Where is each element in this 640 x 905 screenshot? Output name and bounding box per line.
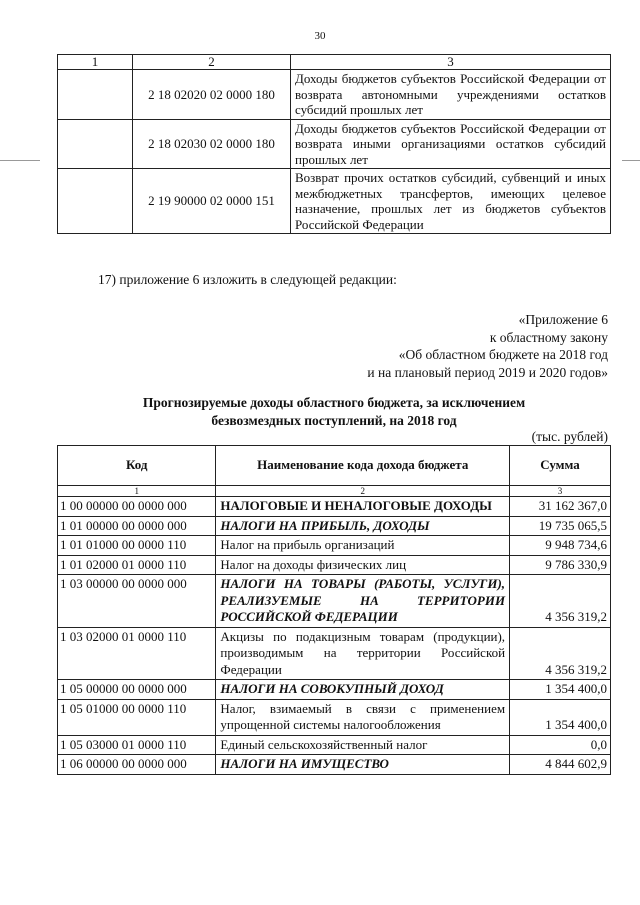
table-row (58, 169, 611, 234)
column-number: 3 (291, 55, 611, 70)
table-row (58, 536, 611, 556)
table-row (58, 575, 611, 628)
revenue-code: 1 06 00000 00 0000 000 (58, 755, 216, 775)
revenue-amount: 4 356 319,2 (510, 575, 611, 628)
revenue-code: 1 05 00000 00 0000 000 (58, 680, 216, 700)
table-row (58, 699, 611, 735)
revenue-code: 1 01 02000 01 0000 110 (58, 555, 216, 575)
revenue-code: 1 01 00000 00 0000 000 (58, 516, 216, 536)
table-row (58, 680, 611, 700)
revenue-name: Налог, взимаемый в связи с применением упрощенной системы налогообложения (216, 699, 510, 735)
revenue-amount: 9 786 330,9 (510, 555, 611, 575)
revenue-code: 1 01 01000 00 0000 110 (58, 536, 216, 556)
column-number: 1 (58, 486, 216, 497)
column-number: 2 (216, 486, 510, 497)
empty-cell (58, 119, 133, 169)
column-number: 1 (58, 55, 133, 70)
revenue-amount: 9 948 734,6 (510, 536, 611, 556)
revenue-code: 1 03 02000 01 0000 110 (58, 627, 216, 680)
budget-code: 2 18 02030 02 0000 180 (133, 119, 291, 169)
empty-cell (58, 70, 133, 120)
revenue-name: НАЛОГИ НА СОВОКУПНЫЙ ДОХОД (216, 680, 510, 700)
units-label: (тыс. рублей) (531, 429, 608, 444)
revenue-code: 1 00 00000 00 0000 000 (58, 497, 216, 517)
table-row (58, 70, 611, 120)
revenue-name: НАЛОГИ НА ИМУЩЕСТВО (216, 755, 510, 775)
column-number-row (58, 486, 611, 497)
appendix-line: «Об областном бюджете на 2018 год (398, 347, 608, 362)
table-row (58, 497, 611, 517)
revenue-amount: 1 354 400,0 (510, 680, 611, 700)
budget-code: 2 18 02020 02 0000 180 (133, 70, 291, 120)
revenue-name: Акцизы по подакцизным товарам (продукции), производимым на территории Российской Федерации (216, 627, 510, 680)
revenue-code: 1 05 03000 01 0000 110 (58, 735, 216, 755)
revenue-name: НАЛОГИ НА ПРИБЫЛЬ, ДОХОДЫ (216, 516, 510, 536)
table-row (58, 516, 611, 536)
appendix-line: и на плановый период 2019 и 2020 годов» (367, 364, 608, 380)
document-title (57, 394, 611, 430)
page-number: 30 (314, 30, 326, 42)
revenue-code: 1 03 00000 00 0000 000 (58, 575, 216, 628)
table-row (58, 755, 611, 775)
revenue-amount: 0,0 (510, 735, 611, 755)
margin-fold-mark-right (622, 160, 640, 161)
appendix-line: «Приложение 6 (518, 312, 608, 327)
revenue-table (57, 445, 611, 775)
header-row (58, 446, 611, 486)
revenue-amount: 19 735 065,5 (510, 516, 611, 536)
revenue-amount: 4 356 319,2 (510, 627, 611, 680)
header-amount: Сумма (510, 446, 611, 486)
header-code: Код (58, 446, 216, 486)
table-row (58, 627, 611, 680)
appendix-line: к областному закону (489, 329, 608, 345)
revenue-name: Налог на прибыль организаций (216, 536, 510, 556)
title-line: Прогнозируемые доходы областного бюджета, за исключением (142, 395, 526, 410)
revenue-name: Единый сельскохозяйственный налог (216, 735, 510, 755)
table-row (58, 555, 611, 575)
budget-code: 2 19 90000 02 0000 151 (133, 169, 291, 234)
table-row (58, 119, 611, 169)
appendix-header (367, 311, 608, 381)
column-number: 3 (510, 486, 611, 497)
amendment-paragraph: 17) приложение 6 изложить в следующей редакции: (98, 272, 397, 287)
column-number-row (58, 55, 611, 70)
continuation-table (57, 54, 611, 234)
column-number: 2 (133, 55, 291, 70)
code-description: Доходы бюджетов субъектов Российской Федерации от возврата автономными учреждениями остатков субсидий прошлых лет (291, 70, 611, 120)
revenue-name: НАЛОГОВЫЕ И НЕНАЛОГОВЫЕ ДОХОДЫ (216, 497, 510, 517)
header-name: Наименование кода дохода бюджета (216, 446, 510, 486)
revenue-name: Налог на доходы физических лиц (216, 555, 510, 575)
revenue-amount: 4 844 602,9 (510, 755, 611, 775)
table-row (58, 735, 611, 755)
code-description: Возврат прочих остатков субсидий, субвенций и иных межбюджетных трансфертов, имеющих целевое назначение, прошлых лет из бюджетов субъектов Российской Федерации (291, 169, 611, 234)
title-line: безвозмездных поступлений, на 2018 год (211, 413, 457, 428)
revenue-amount: 1 354 400,0 (510, 699, 611, 735)
revenue-name: НАЛОГИ НА ТОВАРЫ (РАБОТЫ, УСЛУГИ), РЕАЛИЗУЕМЫЕ НА ТЕРРИТОРИИ РОССИЙСКОЙ ФЕДЕРАЦИИ (216, 575, 510, 628)
revenue-code: 1 05 01000 00 0000 110 (58, 699, 216, 735)
margin-fold-mark-left (0, 160, 40, 161)
code-description: Доходы бюджетов субъектов Российской Федерации от возврата иными организациями остатков субсидий прошлых лет (291, 119, 611, 169)
empty-cell (58, 169, 133, 234)
revenue-amount: 31 162 367,0 (510, 497, 611, 517)
